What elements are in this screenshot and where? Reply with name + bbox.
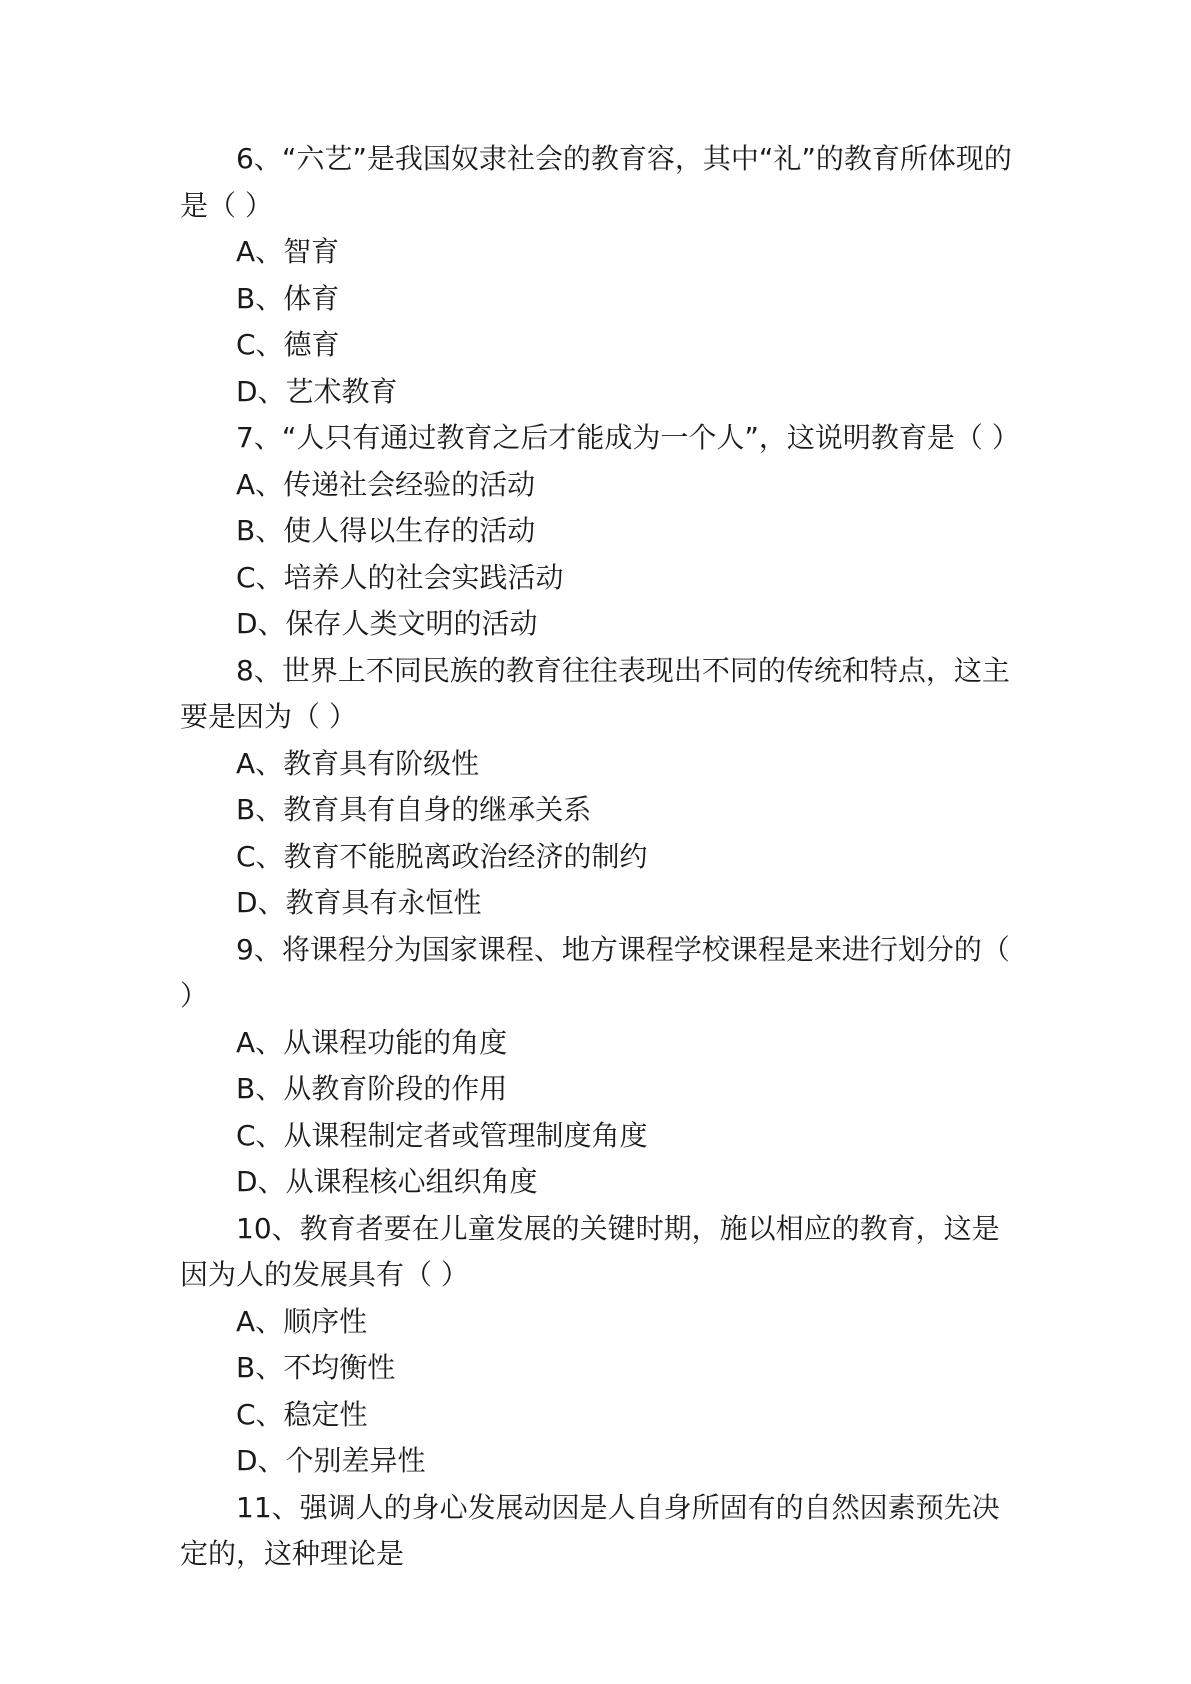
question-stem: 11、强调人的身心发展动因是人自身所固有的自然因素预先决定的，这种理论是 [180,1490,1000,1570]
option-b: B、不均衡性 [236,1351,396,1384]
question-stem: 9、将课程分为国家课程、地方课程学校课程是来进行划分的（ ） [180,932,1010,1012]
option-a: A、传递社会经验的活动 [236,467,536,501]
option-a: A、从课程功能的角度 [236,1025,508,1059]
option-d: D、教育具有永恒性 [236,886,482,919]
question-stem: 6、“六艺”是我国奴隶社会的教育容，其中“礼”的教育所体现的是（ ） [180,142,1012,222]
question-10 [180,1206,1020,1485]
option-a: A、顺序性 [236,1304,368,1338]
question-stem: 8、世界上不同民族的教育往往表现出不同的传统和特点，这主要是因为（ ） [180,653,1010,733]
option-c: C、培养人的社会实践活动 [236,560,564,594]
option-d: D、保存人类文明的活动 [236,607,538,640]
option-b: B、体育 [236,281,340,315]
option-c: C、教育不能脱离政治经济的制约 [236,839,648,873]
question-7 [180,415,1020,648]
option-c: C、从课程制定者或管理制度角度 [236,1118,648,1152]
question-stem: 7、“人只有通过教育之后才能成为一个人”，这说明教育是（ ） [236,421,1020,454]
option-c: C、稳定性 [236,1397,368,1431]
option-d: D、个别差异性 [236,1444,426,1477]
question-11 [180,1485,1020,1578]
question-8 [180,648,1020,927]
question-list [180,136,1020,1578]
option-b: B、从教育阶段的作用 [236,1072,508,1105]
option-b: B、使人得以生存的活动 [236,514,536,547]
question-9 [180,927,1020,1206]
option-d: D、艺术教育 [236,374,398,408]
option-a: A、教育具有阶级性 [236,746,480,780]
option-a: A、智育 [236,235,340,268]
option-b: B、教育具有自身的继承关系 [236,793,592,826]
option-d: D、从课程核心组织角度 [236,1165,538,1198]
question-6 [180,136,1020,415]
question-stem: 10、教育者要在儿童发展的关键时期，施以相应的教育，这是因为人的发展具有（ ） [180,1211,1000,1291]
option-c: C、德育 [236,328,340,361]
